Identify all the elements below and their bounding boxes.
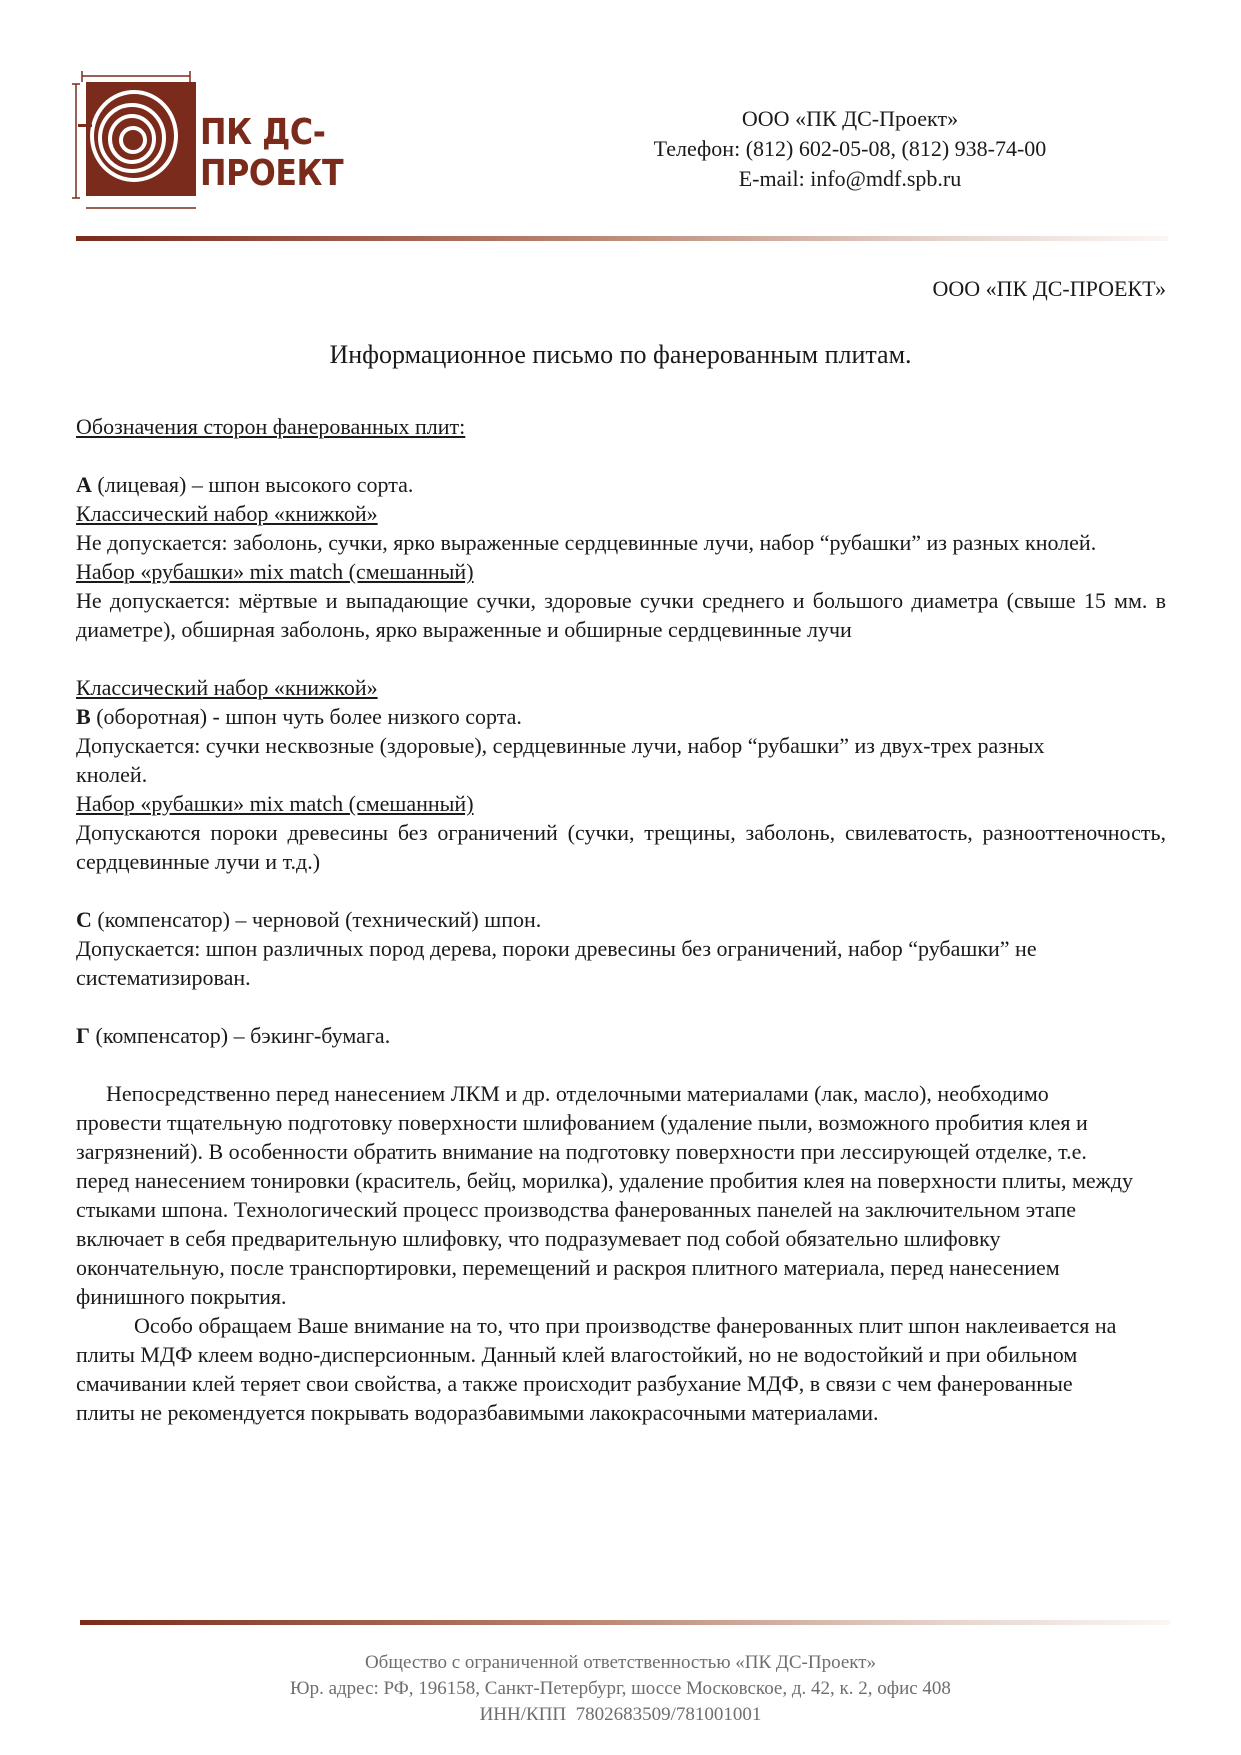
side-b-mix-text: Допускаются пороки древесины без ограничений (сучки, трещины, заболонь, свилеватость, разнооттеночность, сердцевинные лучи и т.д.) — [76, 820, 1166, 874]
header-phone: Телефон: (812) 602-05-08, (812) 938-74-00 — [653, 136, 1047, 161]
side-c-text: Допускается: шпон различных пород дерева, пороки древесины без ограничений, набор “рубашки” не систематизирован. — [76, 936, 1037, 990]
side-c-letter: С — [76, 907, 92, 932]
side-a-desc: (лицевая) – шпон высокого сорта. — [91, 472, 414, 497]
header-contacts — [540, 104, 1160, 194]
side-c-desc: (компенсатор) – черновой (технический) шпон. — [91, 907, 542, 932]
logo-wordmark: ПК ДС-ПРОЕКТ — [200, 112, 344, 194]
header-divider — [76, 236, 1168, 241]
side-a-book-heading: Классический набор «книжкой» — [76, 501, 378, 526]
side-a-line — [76, 470, 1166, 499]
side-a-mix-text: Не допускается: мёртвые и выпадающие сучки, здоровые сучки среднего и большого диаметра (свыше 15 мм. в диаметре), обширная заболонь, ярко выраженные и обширные сердцевинные лучи — [76, 588, 1166, 642]
header-company-name: ООО «ПК ДС-Проект» — [741, 106, 959, 131]
paragraph-surface-prep: Непосредственно перед нанесением ЛКМ и др. отделочными материалами (лак, масло), необходимо провести тщательную подготовку поверхности шлифованием (удаление пыли, возможного пробития клея и загрязнений). В особенности обратить внимание на подготовку поверхности при лессирующей отделке, т.е. перед нанесением тонировки (краситель, бейц, морилка), удаление пробития клея на поверхности плиты, между стыками шпона. Технологический процесс производства фанерованных панелей на заключительном этапе включает в себя предварительную шлифовку, что подразумевает под собой обязательно шлифовку окончательную, после транспортировки, перемещений и раскроя плитного материала, перед нанесением финишного покрытия. — [76, 1081, 1134, 1309]
addressee: ООО «ПК ДС-ПРОЕКТ» — [932, 276, 1166, 301]
company-logo — [72, 70, 452, 220]
side-b-book-heading: Классический набор «книжкой» — [76, 675, 378, 700]
footer-company: Общество с ограниченной ответственностью «ПК ДС-Проект» — [364, 1652, 877, 1673]
side-a-mix-heading: Набор «рубашки» mix match (смешанный) — [76, 559, 474, 584]
footer-divider — [80, 1620, 1170, 1625]
footer-address: Юр. адрес: РФ, 196158, Санкт-Петербург, шоссе Московское, д. 42, к. 2, офис 408 — [290, 1678, 951, 1699]
document-body — [76, 412, 1166, 1427]
side-g-letter: Г — [76, 1023, 90, 1048]
designations-heading: Обозначения сторон фанерованных плит: — [76, 414, 466, 439]
side-g-desc: (компенсатор) – бэкинг-бумага. — [90, 1023, 391, 1048]
footer-tax-ids: ИНН/КПП 7802683509/781001001 — [479, 1704, 762, 1725]
side-b-line — [76, 702, 1166, 731]
side-a-letter: А — [76, 472, 92, 497]
side-b-letter: В — [76, 704, 91, 729]
header-email: E-mail: info@mdf.spb.ru — [738, 166, 962, 191]
side-c-line — [76, 905, 1166, 934]
paragraph-glue-notice: Особо обращаем Ваше внимание на то, что при производстве фанерованных плит шпон наклеивается на плиты МДФ клеем водно-дисперсионным. Данный клей влагостойкий, но не водостойкий и при обильном смачивании клей теряет свои свойства, а также происходит разбухание МДФ, в связи с чем фанерованные плиты не рекомендуется покрывать водоразбавимыми лакокрасочными материалами. — [76, 1313, 1117, 1425]
footer — [0, 1650, 1241, 1728]
side-b-desc: (оборотная) - шпон чуть более низкого сорта. — [90, 704, 522, 729]
document-title: Информационное письмо по фанерованным плитам. — [329, 340, 912, 369]
side-b-book-text: Допускается: сучки несквозные (здоровые), сердцевинные лучи, набор “рубашки” из двух-трех разных кнолей. — [76, 733, 1045, 787]
side-b-mix-heading: Набор «рубашки» mix match (смешанный) — [76, 791, 474, 816]
side-g-line — [76, 1021, 1166, 1050]
side-a-book-text: Не допускается: заболонь, сучки, ярко выраженные сердцевинные лучи, набор “рубашки” из разных кнолей. — [76, 530, 1097, 555]
